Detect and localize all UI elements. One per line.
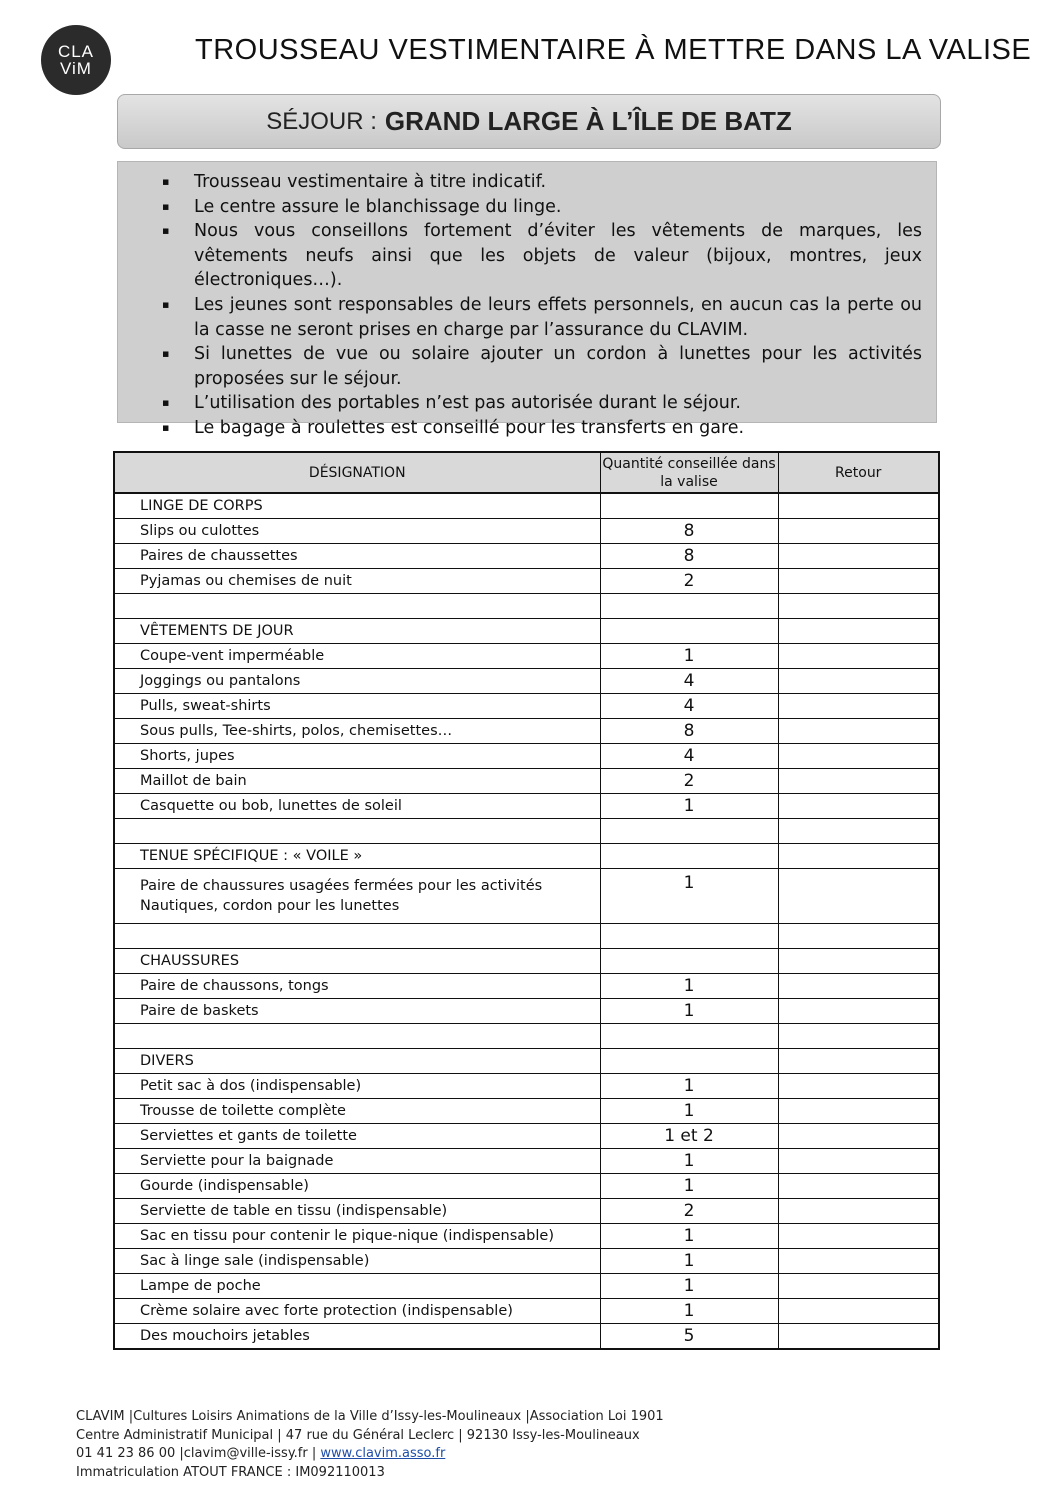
cell-retour (778, 644, 939, 669)
cell-quantity (600, 1049, 778, 1074)
cell-quantity: 4 (600, 744, 778, 769)
trousseau-table (113, 451, 940, 1350)
table-row (114, 974, 939, 999)
cell-quantity: 2 (600, 569, 778, 594)
cell-quantity: 1 (600, 1274, 778, 1299)
header-retour: Retour (778, 452, 939, 493)
note-item (118, 391, 922, 416)
cell-quantity (600, 594, 778, 619)
cell-quantity (600, 924, 778, 949)
cell-retour (778, 569, 939, 594)
cell-designation: Sous pulls, Tee-shirts, polos, chemisettes… (114, 719, 600, 744)
cell-quantity (600, 949, 778, 974)
table-row (114, 1299, 939, 1324)
bullet-icon: ▪ (162, 347, 170, 361)
note-item (118, 219, 922, 293)
cell-quantity: 8 (600, 519, 778, 544)
footer (76, 1408, 664, 1482)
cell-quantity: 1 (600, 869, 778, 924)
table-row (114, 1199, 939, 1224)
note-text: L’utilisation des portables n’est pas autorisée durant le séjour. (194, 393, 741, 414)
cell-retour (778, 1174, 939, 1199)
cell-retour (778, 544, 939, 569)
table-row (114, 669, 939, 694)
cell-quantity (600, 619, 778, 644)
cell-retour (778, 1199, 939, 1224)
cell-designation: Sac en tissu pour contenir le pique-nique (indispensable) (114, 1224, 600, 1249)
table-row (114, 569, 939, 594)
note-text: Les jeunes sont responsables de leurs effets personnels, en aucun cas la perte ou la casse ne seront prises en charge par l’assurance du CLAVIM. (194, 294, 922, 340)
cell-retour (778, 924, 939, 949)
notes-box (117, 161, 937, 438)
cell-retour (778, 1249, 939, 1274)
cell-designation: Paire de chaussons, tongs (114, 974, 600, 999)
table-body (114, 493, 939, 1349)
note-item (118, 170, 922, 195)
cell-retour (778, 619, 939, 644)
note-item (118, 195, 922, 220)
cell-retour (778, 1149, 939, 1174)
table-row (114, 1324, 939, 1350)
cell-retour (778, 769, 939, 794)
cell-quantity: 1 (600, 644, 778, 669)
cell-designation: Sac à linge sale (indispensable) (114, 1249, 600, 1274)
cell-designation: CHAUSSURES (114, 949, 600, 974)
cell-quantity: 1 (600, 1149, 778, 1174)
bullet-icon: ▪ (162, 420, 170, 434)
note-text: Le centre assure le blanchissage du linge. (194, 196, 562, 217)
cell-retour (778, 844, 939, 869)
cell-designation: Casquette ou bob, lunettes de soleil (114, 794, 600, 819)
table-row (114, 1274, 939, 1299)
table-row (114, 819, 939, 844)
cell-retour (778, 1099, 939, 1124)
bullet-icon: ▪ (162, 224, 170, 238)
cell-retour (778, 493, 939, 519)
cell-retour (778, 519, 939, 544)
bullet-icon: ▪ (162, 297, 170, 311)
logo-text-top: CLA (57, 42, 95, 61)
cell-designation: LINGE DE CORPS (114, 493, 600, 519)
cell-quantity: 1 (600, 999, 778, 1024)
table-row (114, 1049, 939, 1074)
cell-quantity: 8 (600, 719, 778, 744)
table-row (114, 999, 939, 1024)
header-designation: DÉSIGNATION (114, 452, 600, 493)
logo-text-bottom: ViM (60, 59, 92, 78)
table-row (114, 844, 939, 869)
table-row (114, 769, 939, 794)
bullet-icon: ▪ (162, 199, 170, 213)
notes-list (118, 162, 936, 441)
cell-quantity: 1 (600, 1224, 778, 1249)
cell-designation: Maillot de bain (114, 769, 600, 794)
cell-designation: Pyjamas ou chemises de nuit (114, 569, 600, 594)
cell-designation: Shorts, jupes (114, 744, 600, 769)
note-text: Le bagage à roulettes est conseillé pour les transferts en gare. (194, 417, 745, 438)
footer-line-address: Centre Administratif Municipal | 47 rue du Général Leclerc | 92130 Issy-les-Moulineaux (76, 1427, 640, 1443)
note-item (118, 416, 922, 441)
cell-retour (778, 819, 939, 844)
cell-retour (778, 869, 939, 924)
cell-designation (114, 924, 600, 949)
cell-quantity: 4 (600, 669, 778, 694)
cell-designation: VÊTEMENTS DE JOUR (114, 619, 600, 644)
table-row (114, 794, 939, 819)
table-row (114, 519, 939, 544)
cell-designation: Paire de baskets (114, 999, 600, 1024)
cell-designation (114, 594, 600, 619)
table-row (114, 493, 939, 519)
cell-retour (778, 1299, 939, 1324)
cell-quantity: 1 (600, 1074, 778, 1099)
cell-retour (778, 974, 939, 999)
cell-designation: Lampe de poche (114, 1274, 600, 1299)
cell-designation: Serviette pour la baignade (114, 1149, 600, 1174)
cell-retour (778, 594, 939, 619)
note-text: Si lunettes de vue ou solaire ajouter un cordon à lunettes pour les activités proposées sur le séjour. (194, 344, 922, 389)
table-row (114, 1124, 939, 1149)
table-header-row (114, 452, 939, 493)
cell-retour (778, 669, 939, 694)
cell-retour (778, 949, 939, 974)
bullet-icon: ▪ (162, 175, 170, 188)
cell-retour (778, 1324, 939, 1350)
cell-retour (778, 1274, 939, 1299)
cell-designation: Serviettes et gants de toilette (114, 1124, 600, 1149)
table-row (114, 924, 939, 949)
note-text: Trousseau vestimentaire à titre indicatif. (194, 172, 547, 192)
bullet-icon: ▪ (162, 396, 170, 410)
table-row (114, 544, 939, 569)
cell-quantity: 1 (600, 1099, 778, 1124)
table-row (114, 1099, 939, 1124)
cell-designation: Serviette de table en tissu (indispensable) (114, 1199, 600, 1224)
cell-quantity: 8 (600, 544, 778, 569)
sejour-name: GRAND LARGE À L’ÎLE DE BATZ (384, 106, 792, 136)
table-row (114, 619, 939, 644)
cell-retour (778, 744, 939, 769)
cell-quantity: 2 (600, 769, 778, 794)
cell-designation: Pulls, sweat-shirts (114, 694, 600, 719)
footer-contact-text: 01 41 23 86 00 |clavim@ville-issy.fr | (76, 1446, 321, 1461)
cell-retour (778, 1024, 939, 1049)
note-item (118, 342, 922, 391)
cell-retour (778, 999, 939, 1024)
table-row (114, 719, 939, 744)
cell-quantity (600, 819, 778, 844)
cell-retour (778, 794, 939, 819)
cell-designation: Crème solaire avec forte protection (indispensable) (114, 1299, 600, 1324)
cell-designation: Joggings ou pantalons (114, 669, 600, 694)
table-row (114, 1149, 939, 1174)
cell-retour (778, 694, 939, 719)
page-title: TROUSSEAU VESTIMENTAIRE À METTRE DANS LA VALISE (195, 34, 1032, 66)
table-row (114, 1024, 939, 1049)
table-row (114, 1224, 939, 1249)
cell-quantity (600, 1024, 778, 1049)
cell-quantity: 5 (600, 1324, 778, 1350)
footer-line-contact (76, 1445, 664, 1464)
cell-designation (114, 1024, 600, 1049)
cell-designation: Coupe-vent imperméable (114, 644, 600, 669)
cell-quantity (600, 493, 778, 519)
cell-designation: Gourde (indispensable) (114, 1174, 600, 1199)
sejour-banner (117, 94, 941, 149)
table-row (114, 694, 939, 719)
table-row (114, 1074, 939, 1099)
cell-quantity: 1 (600, 974, 778, 999)
cell-retour (778, 1124, 939, 1149)
cell-designation (114, 819, 600, 844)
cell-quantity: 2 (600, 1199, 778, 1224)
cell-quantity: 1 (600, 794, 778, 819)
table-row (114, 869, 939, 924)
cell-designation: Paires de chaussettes (114, 544, 600, 569)
cell-retour (778, 1224, 939, 1249)
cell-designation: Trousse de toilette complète (114, 1099, 600, 1124)
table-row (114, 949, 939, 974)
table-row (114, 644, 939, 669)
sejour-label: SÉJOUR : (266, 107, 377, 135)
cell-quantity: 1 (600, 1249, 778, 1274)
cell-designation: DIVERS (114, 1049, 600, 1074)
table-row (114, 744, 939, 769)
table-row (114, 594, 939, 619)
cell-retour (778, 1049, 939, 1074)
footer-line-registration: Immatriculation ATOUT FRANCE : IM092110013 (76, 1464, 385, 1480)
header-quantity: Quantité conseillée dans la valise (600, 452, 778, 493)
note-text: Nous vous conseillons fortement d’éviter les vêtements de marques, les vêtements neufs ainsi que les objets de valeur (bijoux, montres, jeux électroniques…). (194, 221, 922, 291)
cell-quantity (600, 844, 778, 869)
cell-quantity: 1 et 2 (600, 1124, 778, 1149)
footer-line-association: CLAVIM |Cultures Loisirs Animations de la Ville d’Issy-les-Moulineaux |Association Loi 1901 (76, 1409, 664, 1424)
cell-quantity: 4 (600, 694, 778, 719)
note-item (118, 293, 922, 342)
footer-website-link[interactable]: www.clavim.asso.fr (320, 1446, 446, 1461)
table-row (114, 1174, 939, 1199)
cell-designation: Slips ou culottes (114, 519, 600, 544)
clavim-logo (41, 25, 111, 95)
cell-quantity: 1 (600, 1299, 778, 1324)
cell-retour (778, 719, 939, 744)
cell-designation: Paire de chaussures usagées fermées pour les activités Nautiques, cordon pour les lunettes (114, 869, 600, 924)
cell-designation: Petit sac à dos (indispensable) (114, 1074, 600, 1099)
cell-retour (778, 1074, 939, 1099)
table-row (114, 1249, 939, 1274)
cell-designation: Des mouchoirs jetables (114, 1324, 600, 1350)
cell-designation: TENUE SPÉCIFIQUE : « VOILE » (114, 844, 600, 869)
cell-quantity: 1 (600, 1174, 778, 1199)
